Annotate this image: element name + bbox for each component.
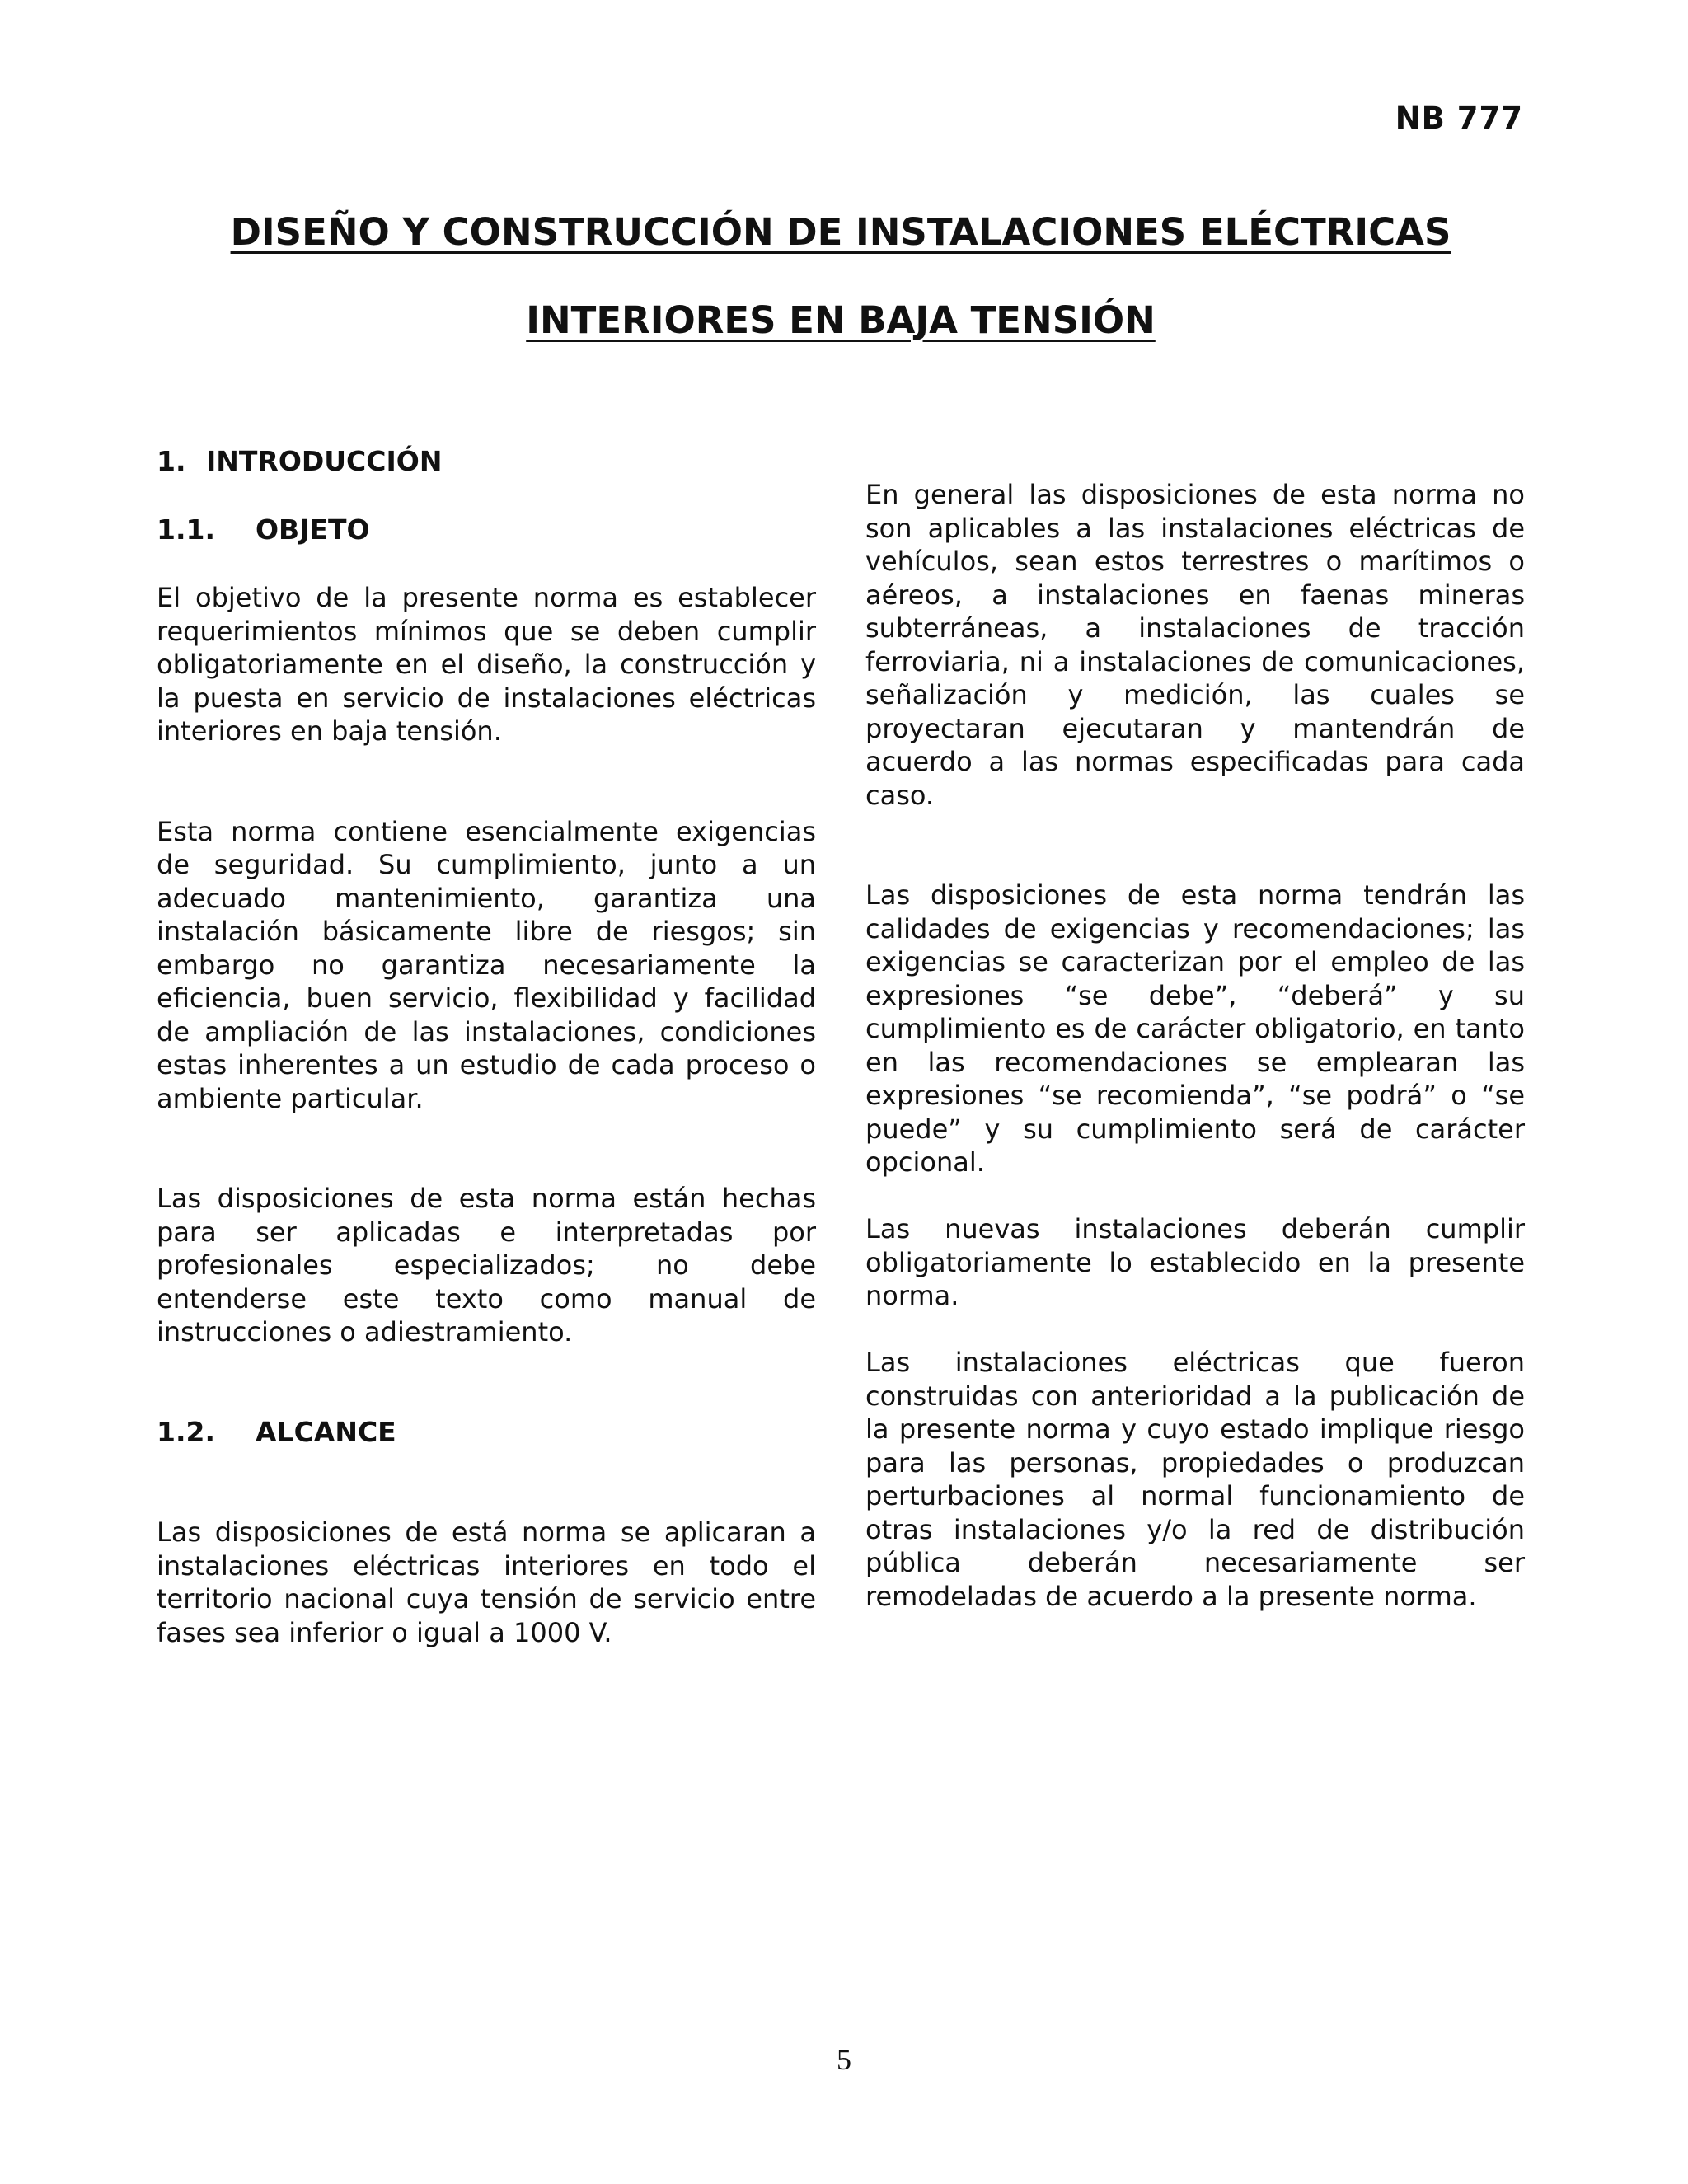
right-column — [865, 478, 1525, 1613]
section-number: 1.1. — [157, 513, 215, 546]
section-number: 1.2. — [157, 1415, 215, 1448]
section-heading-objeto — [157, 513, 816, 547]
section-heading-introduccion — [157, 445, 816, 479]
document-title-line-2: INTERIORES EN BAJA TENSIÓN — [526, 298, 1156, 342]
paragraph-alcance: Las disposiciones de está norma se aplicaran a instalaciones eléctricas interiores en todo el territorio nacional cuya tensión de servicio entre fases sea inferior o igual a 1000 V. — [157, 1516, 816, 1648]
page-number: 5 — [837, 2043, 851, 2076]
left-column — [157, 445, 816, 1649]
paragraph-profesionales: Las disposiciones de esta norma están hechas para ser aplicadas e interpretadas por profesionales especializados; no debe entenderse este texto como manual de instrucciones o adiestramiento. — [157, 1183, 816, 1347]
section-number: 1. — [157, 445, 186, 477]
paragraph-nuevas-instalaciones: Las nuevas instalaciones deberán cumplir obligatoriamente lo establecido en la presente norma. — [865, 1213, 1525, 1311]
document-title-line-1: DISEÑO Y CONSTRUCCIÓN DE INSTALACIONES ELÉCTRICAS — [230, 210, 1451, 254]
paragraph-exigencias-recomendaciones: Las disposiciones de esta norma tendrán las calidades de exigencias y recomendaciones; las exigencias se caracterizan por el empleo de las expresiones “se debe”, “deberá” y su cumplimiento es de carácter obligatorio, en tanto en las recomendaciones se emplearan las expresiones “se recomienda”, “se podrá” o “se puede” y su cumplimiento será de carácter opcional. — [865, 879, 1525, 1178]
section-title: OBJETO — [256, 513, 370, 546]
paragraph-no-aplicables: En general las disposiciones de esta norma no son aplicables a las instalaciones eléctricas de vehículos, sean estos terrestres o marítimos o aéreos, a instalaciones en faenas mineras subterráneas, a instalaciones de tracción ferroviaria, ni a instalaciones de comunicaciones, señalización y medición, las cuales se proyectaran ejecutaran y mantendrán de acuerdo a las normas especificadas para cada caso. — [865, 479, 1525, 811]
paragraph-instalaciones-existentes: Las instalaciones eléctricas que fueron construidas con anterioridad a la publicación de la presente norma y cuyo estado implique riesgo para las personas, propiedades o produzcan perturbaciones al normal funcionamiento de otras instalaciones y/o la red de distribución pública deberán necesariamente ser remodeladas de acuerdo a la presente norma. — [865, 1347, 1525, 1612]
section-title: INTRODUCCIÓN — [206, 445, 443, 477]
section-title: ALCANCE — [256, 1415, 396, 1448]
paragraph-objetivo: El objetivo de la presente norma es establecer requerimientos mínimos que se deben cumplir obligatoriamente en el diseño, la construcción y la puesta en servicio de instalaciones eléctricas interiores en baja tensión. — [157, 582, 816, 747]
document-code: NB 777 — [1395, 101, 1523, 136]
paragraph-seguridad: Esta norma contiene esencialmente exigencias de seguridad. Su cumplimiento, junto a un adecuado mantenimiento, garantiza una instalación básicamente libre de riesgos; sin embargo no garantiza necesariamente la eficiencia, buen servicio, flexibilidad y facilidad de ampliación de las instalaciones, condiciones estas inherentes a un estudio de cada proceso o ambiente particular. — [157, 815, 816, 1114]
section-heading-alcance — [157, 1416, 816, 1450]
